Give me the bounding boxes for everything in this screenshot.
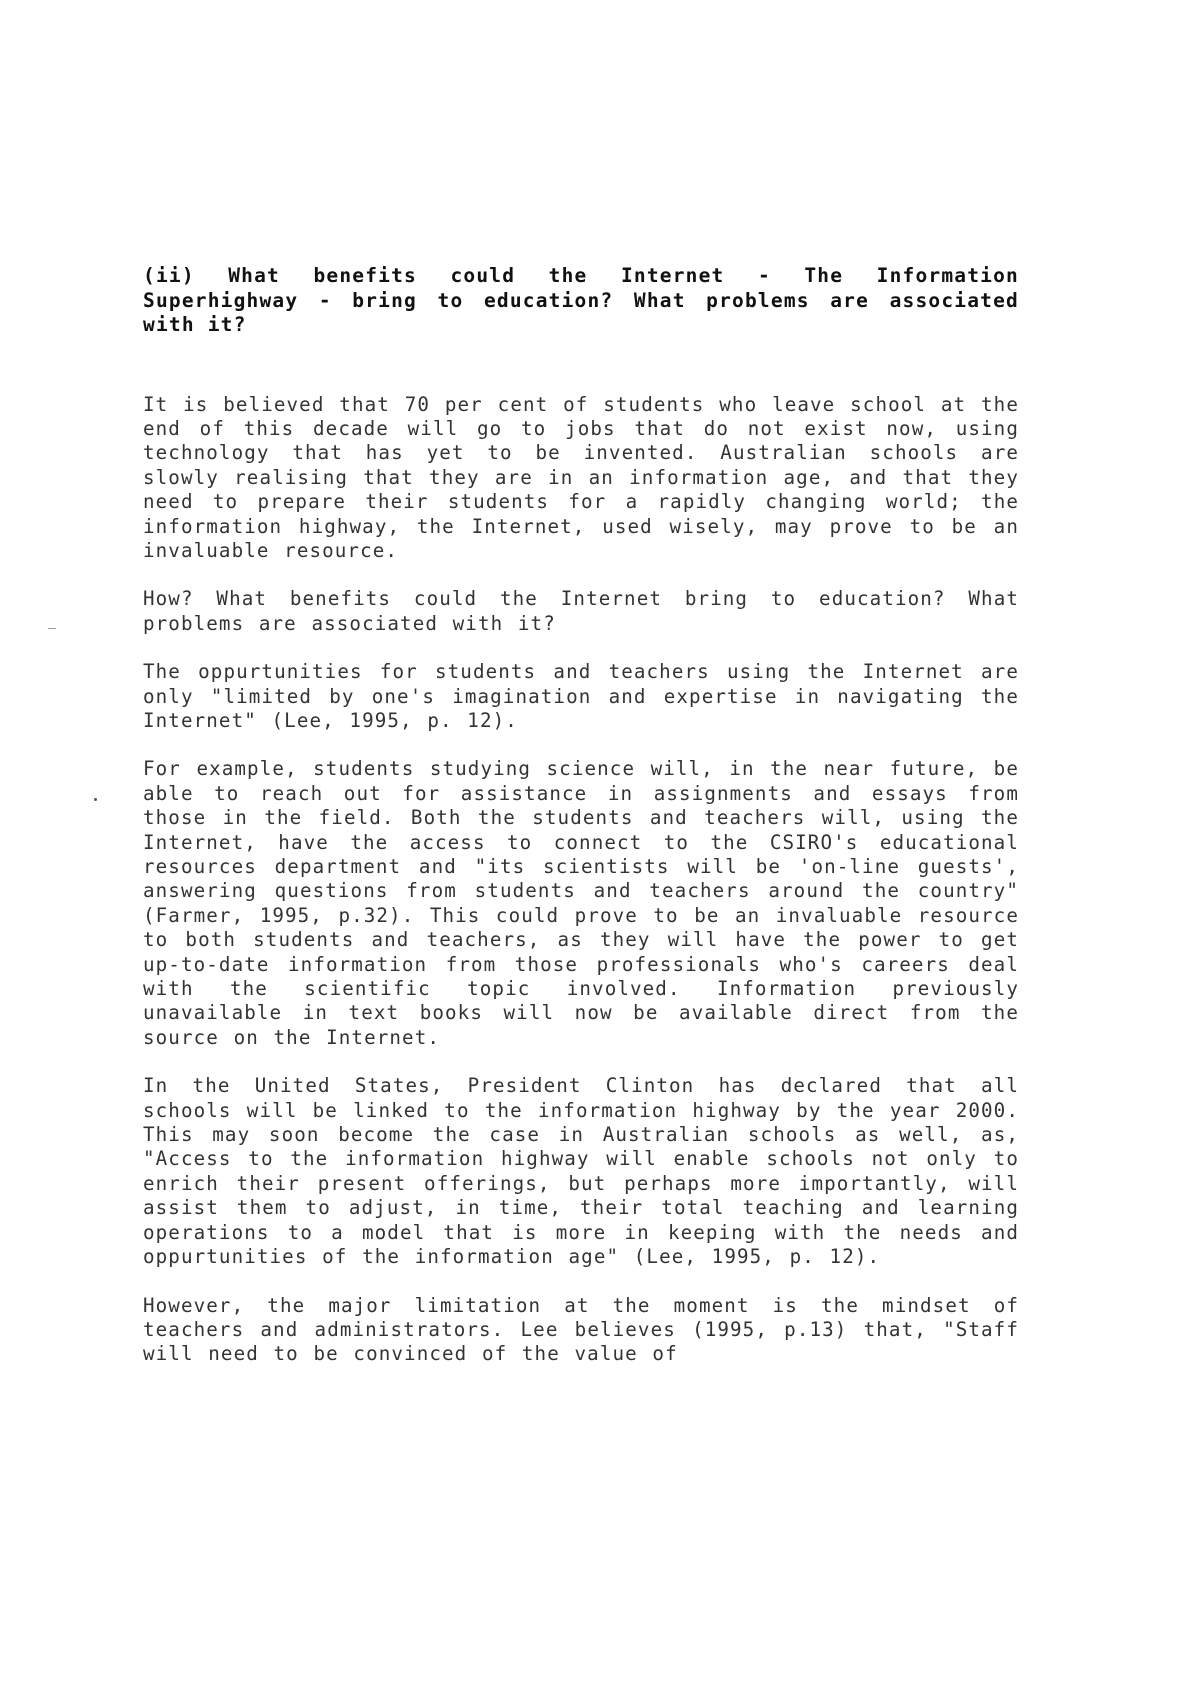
margin-dot-mark: [94, 798, 97, 801]
section-heading: (ii) What benefits could the Internet - The Information Superhighway - bring to education? What problems are associated with it?: [143, 264, 1019, 336]
paragraph-example: For example, students studying science will, in the near future, be able to reach out for assistance in assignments and essays from those in the field. Both the students and teachers will, using the Internet, have the access to connect to the CSIRO's educational resources department and "its scientists will be 'on-line guests', answering questions from students and teachers around the country" (Farmer, 1995, p.32). This could prove to be an invaluable resource to both students and teachers, as they will have the power to get up-to-date information from those professionals who's careers deal with the scientific topic involved. Information previously unavailable in text books will now be available direct from the source on the Internet.: [143, 757, 1019, 1049]
paragraph-opportunities: The oppurtunities for students and teachers using the Internet are only "limited by one's imagination and expertise in navigating the Internet" (Lee, 1995, p. 12).: [143, 660, 1019, 732]
document-page: [143, 264, 1019, 1391]
paragraph-question: How? What benefits could the Internet bring to education? What problems are associated with it?: [143, 587, 1019, 635]
paragraph-united-states: In the United States, President Clinton has declared that all schools will be linked to the information highway by the year 2000. This may soon become the case in Australian schools as well, as, "Access to the information highway will enable schools not only to enrich their present offerings, but perhaps more importantly, will assist them to adjust, in time, their total teaching and learning operations to a model that is more in keeping with the needs and oppurtunities of the information age" (Lee, 1995, p. 12).: [143, 1074, 1019, 1269]
paragraph-intro: It is believed that 70 per cent of students who leave school at the end of this decade will go to jobs that do not exist now, using technology that has yet to be invented. Australian schools are slowly realising that they are in an information age, and that they need to prepare their students for a rapidly changing world; the information highway, the Internet, used wisely, may prove to be an invaluable resource.: [143, 392, 1019, 562]
paragraph-limitation: However, the major limitation at the moment is the mindset of teachers and administrators. Lee believes (1995, p.13) that, "Staff will need to be convinced of the value of: [143, 1293, 1019, 1366]
margin-dash-mark: [48, 628, 56, 629]
